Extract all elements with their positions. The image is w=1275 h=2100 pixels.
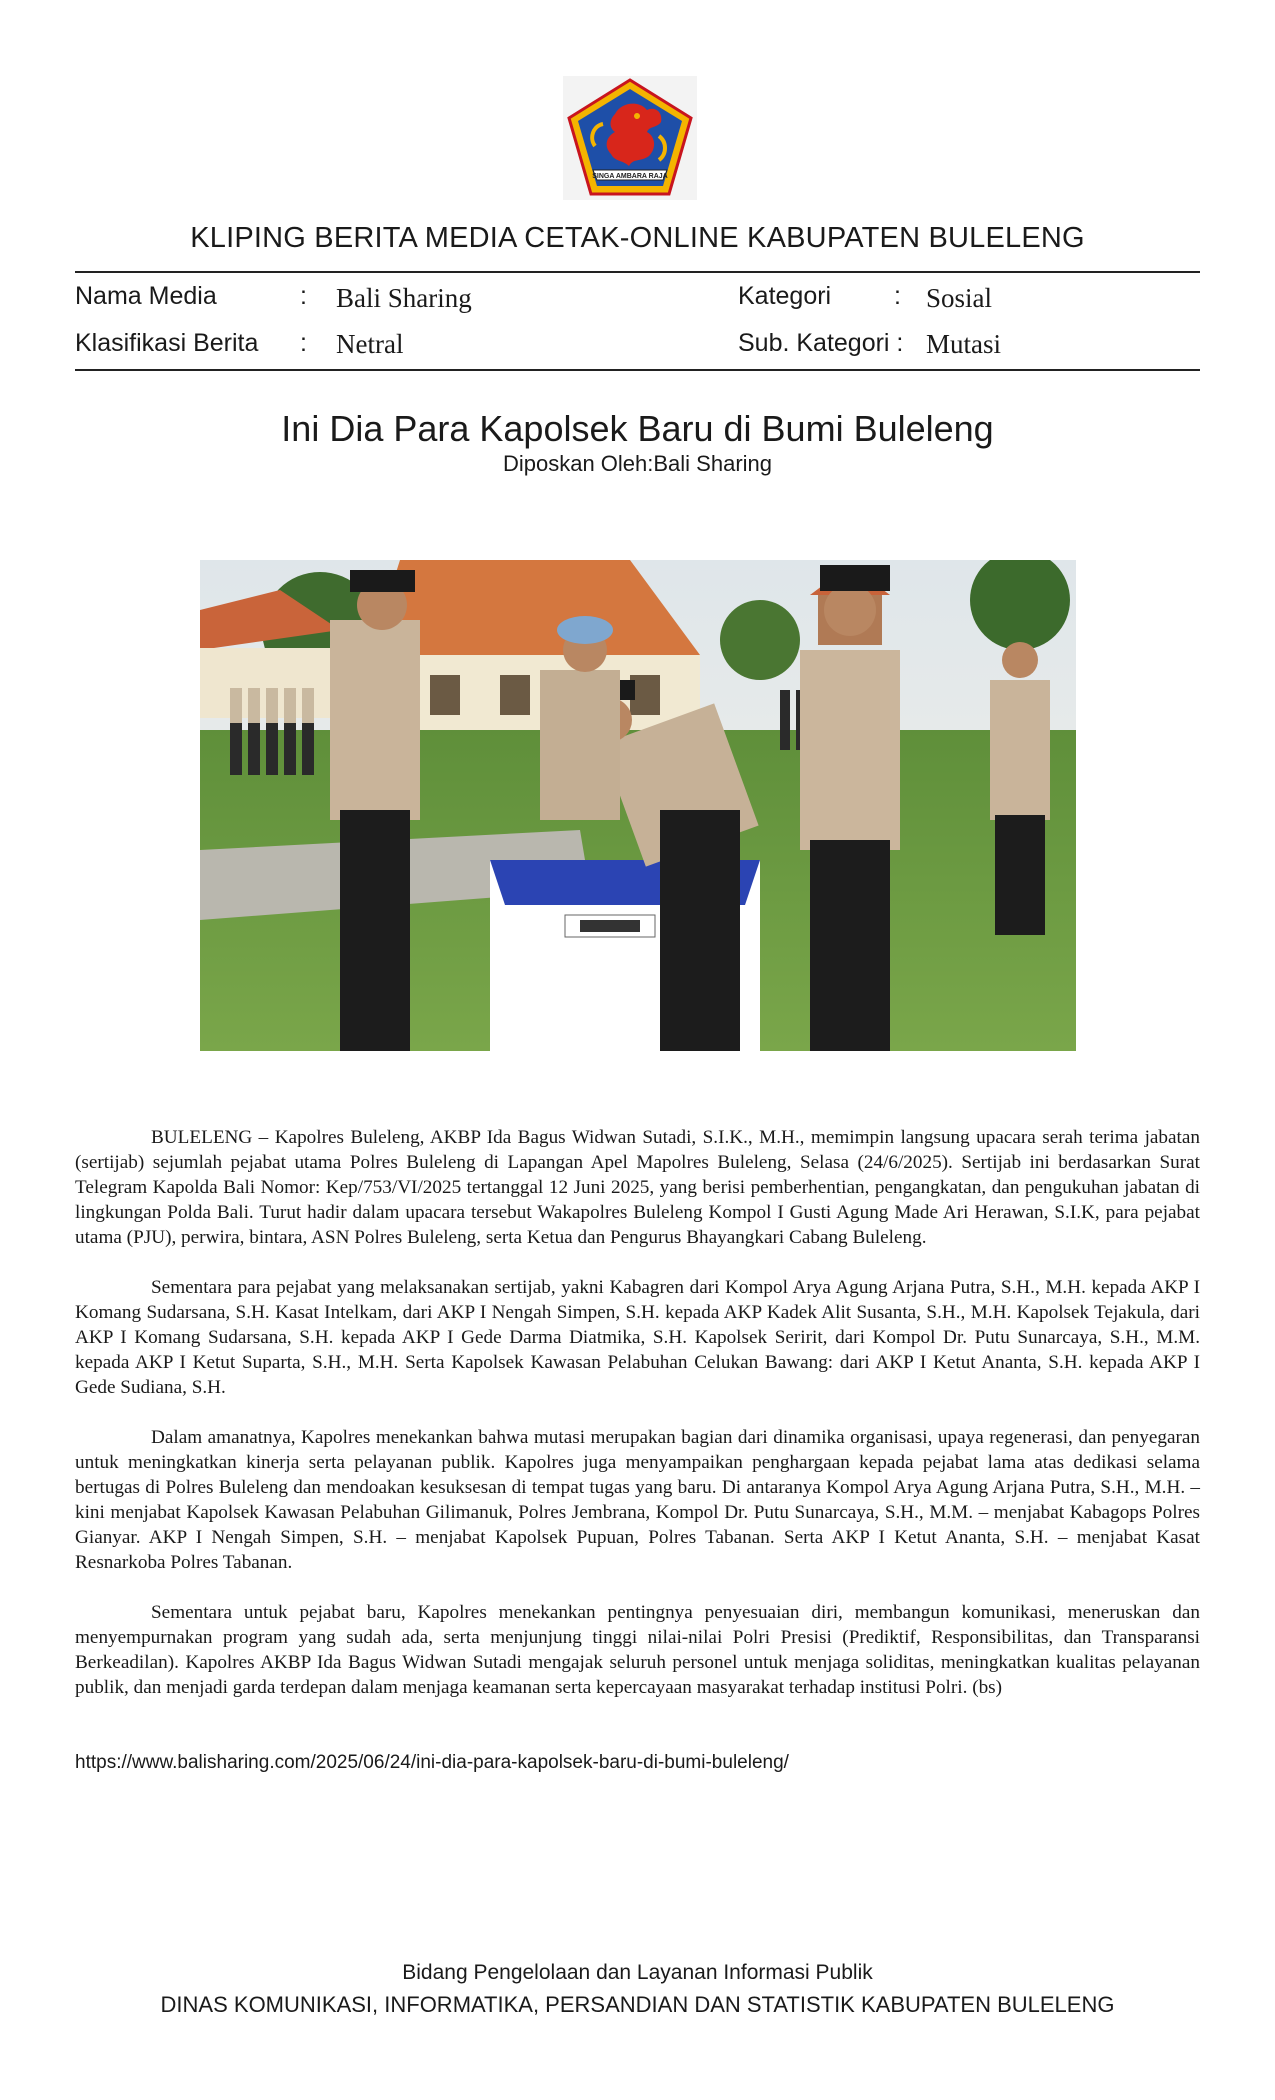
police-crest-logo xyxy=(563,76,697,200)
source-url-link[interactable]: https://www.balisharing.com/2025/06/24/ini-dia-para-kapolsek-baru-di-bumi-buleleng/ xyxy=(75,1752,789,1773)
header-divider-top xyxy=(75,271,1200,273)
subcategory-label: Sub. Kategori : xyxy=(738,329,904,357)
article-paragraph: Dalam amanatnya, Kapolres menekankan bahwa mutasi merupakan bagian dari dinamika organisasi, upaya regenerasi, dan penyegaran untuk meningkatkan kinerja serta pelayanan publik. Kapolres juga menyampaikan penghargaan kepada pejabat lama atas dedikasi selama bertugas di Polres Buleleng dan mendoakan kesuksesan di tempat tugas yang baru. Di antaranya Kompol Arya Agung Arjana Putra, S.H., M.H. – kini menjabat Kapolsek Kawasan Pelabuhan Gilimanuk, Polres Jembrana, Kompol Dr. Putu Sunarcaya, S.H., M.M. – menjabat Kabagops Polres Gianyar. AKP I Nengah Simpen, S.H. – menjabat Kapolsek Pupuan, Polres Tabanan. Serta AKP I Ketut Ananta, S.H. – menjabat Kasat Resnarkoba Polres Tabanan. xyxy=(75,1427,1200,1573)
article-paragraph: Sementara untuk pejabat baru, Kapolres menekankan pentingnya penyesuaian diri, membangun komunikasi, meneruskan dan menyempurnakan program yang sudah ada, serta menjunjung tinggi nilai-nilai Polri Presisi (Prediktif, Responsibilitas, dan Transparansi Berkeadilan). Kapolres AKBP Ida Bagus Widwan Sutadi mengajak seluruh personel untuk menjaga soliditas, meningkatkan kualitas pelayanan publik, dan menjadi garda terdepan dalam menjaga keamanan serta kepercayaan masyarakat terhadap institusi Polri. (bs) xyxy=(75,1602,1200,1698)
police-crest-icon xyxy=(563,76,697,200)
logo-motto: SINGA AMBARA RAJA xyxy=(592,173,668,180)
article-photo xyxy=(200,560,1076,1051)
ceremony-photo-icon xyxy=(200,560,1076,1051)
article-paragraph: Sementara para pejabat yang melaksanakan sertijab, yakni Kabagren dari Kompol Arya Agung Arjana Putra, S.H., M.H. kepada AKP I Komang Sudarsana, S.H. Kasat Intelkam, dari AKP I Nengah Simpen, S.H. kepada AKP Kadek Alit Susanta, S.H., M.H. Kapolsek Tejakula, dari AKP I Komang Sudarsana, S.H. kepada AKP I Gede Darma Diatmika, S.H. Kapolsek Seririt, dari Kompol Dr. Putu Sunarcaya, S.H., M.M. kepada AKP I Ketut Suparta, S.H., M.H. Serta Kapolsek Kawasan Pelabuhan Celukan Bawang: dari AKP I Ketut Ananta, S.H. kepada AKP I Gede Sudiana, S.H. xyxy=(75,1277,1200,1398)
classification-colon: : xyxy=(300,329,307,357)
category-label: Kategori xyxy=(738,282,832,310)
category-colon: : xyxy=(894,282,901,310)
footer-department: Bidang Pengelolaan dan Layanan Informasi Publik xyxy=(402,1961,873,1984)
media-name-label: Nama Media xyxy=(75,282,217,310)
article-title: Ini Dia Para Kapolsek Baru di Bumi Buleleng xyxy=(281,408,994,449)
media-name-colon: : xyxy=(300,282,307,310)
header-divider-bottom xyxy=(75,369,1200,371)
media-name-value: Bali Sharing xyxy=(336,283,472,313)
footer-agency: DINAS KOMUNIKASI, INFORMATIKA, PERSANDIAN DAN STATISTIK KABUPATEN BULELENG xyxy=(160,1992,1115,2017)
classification-value: Netral xyxy=(336,329,404,359)
classification-label: Klasifikasi Berita xyxy=(75,329,259,357)
page-title: KLIPING BERITA MEDIA CETAK-ONLINE KABUPATEN BULELENG xyxy=(190,222,1085,254)
article-byline: Diposkan Oleh:Bali Sharing xyxy=(502,451,773,476)
article-paragraph: BULELENG – Kapolres Buleleng, AKBP Ida Bagus Widwan Sutadi, S.I.K., M.H., memimpin langsung upacara serah terima jabatan (sertijab) sejumlah pejabat utama Polres Buleleng di Lapangan Apel Mapolres Buleleng, Selasa (24/6/2025). Sertijab ini berdasarkan Surat Telegram Kapolda Bali Nomor: Kep/753/VI/2025 tertanggal 12 Juni 2025, yang berisi pemberhentian, pengangkatan, dan pengukuhan jabatan di lingkungan Polda Bali. Turut hadir dalam upacara tersebut Wakapolres Buleleng Kompol I Gusti Agung Made Ari Herawan, S.I.K, para pejabat utama (PJU), perwira, bintara, ASN Polres Buleleng, serta Ketua dan Pengurus Bhayangkari Cabang Buleleng. xyxy=(75,1127,1200,1248)
article-body xyxy=(75,1125,1200,1725)
subcategory-value: Mutasi xyxy=(926,329,1002,359)
category-value: Sosial xyxy=(926,283,993,313)
